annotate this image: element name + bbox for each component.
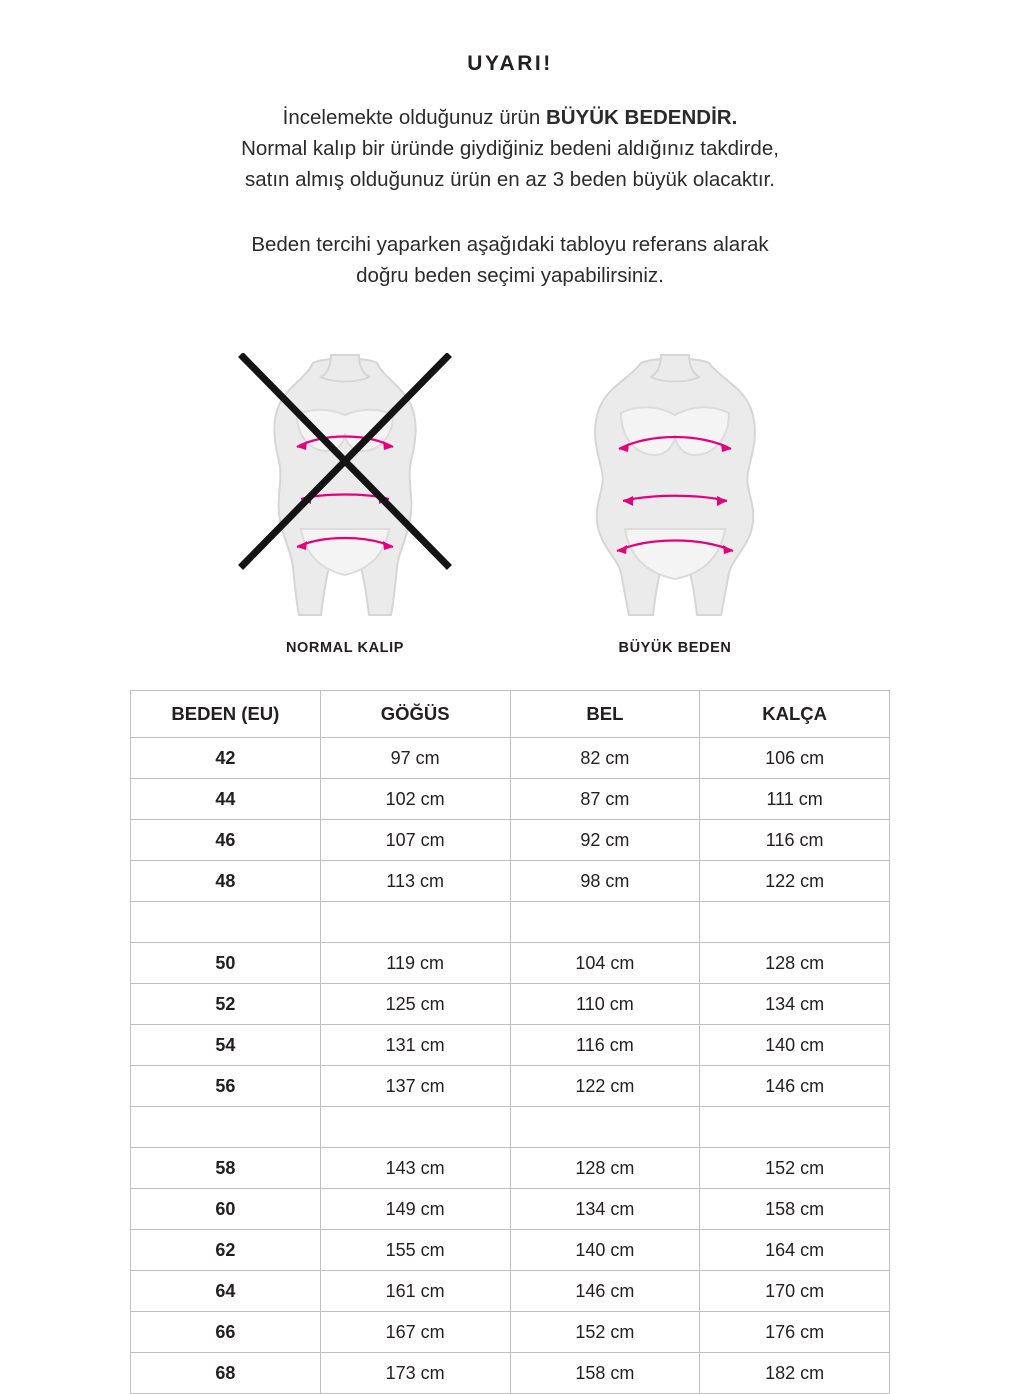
- table-header-row: [131, 691, 890, 738]
- cell-kalca: 128 cm: [700, 943, 890, 984]
- cell-beden: 46: [131, 820, 321, 861]
- cell-gogus: 125 cm: [320, 984, 510, 1025]
- table-header-kalca: KALÇA: [700, 691, 890, 738]
- intro-line-2: Normal kalıp bir üründe giydiğiniz bedeni aldığınız takdirde,: [241, 137, 779, 160]
- cell-beden: 52: [131, 984, 321, 1025]
- table-header-beden: BEDEN (EU): [131, 691, 321, 738]
- cell-kalca: 176 cm: [700, 1312, 890, 1353]
- cell-kalca: 182 cm: [700, 1353, 890, 1394]
- figure-normal-fit: [235, 353, 455, 656]
- table-row: [131, 1230, 890, 1271]
- intro-line-1-emphasis: BÜYÜK BEDENDİR.: [545, 106, 738, 129]
- cell-bel: 92 cm: [510, 820, 700, 861]
- cell-bel: 152 cm: [510, 1312, 700, 1353]
- cell-gogus: 149 cm: [320, 1189, 510, 1230]
- cell-beden: 42: [131, 738, 321, 779]
- cell-kalca: 111 cm: [700, 779, 890, 820]
- cell-kalca: 140 cm: [700, 1025, 890, 1066]
- table-row: [131, 1353, 890, 1394]
- cell-kalca: 146 cm: [700, 1066, 890, 1107]
- intro-line-5: doğru beden seçimi yapabilirsiniz.: [356, 264, 664, 287]
- cell-gogus: 155 cm: [320, 1230, 510, 1271]
- table-row: [131, 1066, 890, 1107]
- cell-bel: 110 cm: [510, 984, 700, 1025]
- cell-gogus: 167 cm: [320, 1312, 510, 1353]
- table-row: [131, 738, 890, 779]
- cell-beden: 66: [131, 1312, 321, 1353]
- cell-bel: 82 cm: [510, 738, 700, 779]
- cell-bel: 104 cm: [510, 943, 700, 984]
- intro-line-3: satın almış olduğunuz ürün en az 3 beden büyük olacaktır.: [245, 168, 775, 191]
- cell-beden: 56: [131, 1066, 321, 1107]
- cell-bel: 140 cm: [510, 1230, 700, 1271]
- cell-kalca: [700, 1107, 890, 1148]
- cell-bel: 122 cm: [510, 1066, 700, 1107]
- cell-gogus: 143 cm: [320, 1148, 510, 1189]
- page-title: UYARI!: [467, 52, 553, 75]
- cell-beden: 50: [131, 943, 321, 984]
- intro-line-1-prefix: İncelemekte olduğunuz ürün: [282, 106, 546, 129]
- figure-plus-size: [565, 353, 785, 656]
- table-row: [131, 1148, 890, 1189]
- cell-beden: [131, 902, 321, 943]
- cell-gogus: [320, 1107, 510, 1148]
- table-spacer-row: [131, 1107, 890, 1148]
- cell-gogus: 107 cm: [320, 820, 510, 861]
- cell-bel: 134 cm: [510, 1189, 700, 1230]
- table-row: [131, 1189, 890, 1230]
- cell-kalca: 152 cm: [700, 1148, 890, 1189]
- size-table: [130, 690, 890, 1394]
- table-header-gogus: GÖĞÜS: [320, 691, 510, 738]
- body-figures: [235, 353, 785, 656]
- cell-beden: 58: [131, 1148, 321, 1189]
- cell-beden: 60: [131, 1189, 321, 1230]
- intro-paragraph: [241, 102, 779, 195]
- cell-bel: 87 cm: [510, 779, 700, 820]
- cell-gogus: 173 cm: [320, 1353, 510, 1394]
- cell-bel: [510, 902, 700, 943]
- cell-bel: 116 cm: [510, 1025, 700, 1066]
- cell-bel: 146 cm: [510, 1271, 700, 1312]
- cell-beden: 64: [131, 1271, 321, 1312]
- cell-bel: 98 cm: [510, 861, 700, 902]
- cell-kalca: 158 cm: [700, 1189, 890, 1230]
- cell-beden: 68: [131, 1353, 321, 1394]
- cell-gogus: 137 cm: [320, 1066, 510, 1107]
- cell-gogus: 161 cm: [320, 1271, 510, 1312]
- table-row: [131, 779, 890, 820]
- table-row: [131, 861, 890, 902]
- cell-beden: 54: [131, 1025, 321, 1066]
- table-header-bel: BEL: [510, 691, 700, 738]
- normal-fit-body-illustration: [235, 353, 455, 618]
- table-row: [131, 820, 890, 861]
- cell-beden: 48: [131, 861, 321, 902]
- cell-beden: 44: [131, 779, 321, 820]
- cell-bel: [510, 1107, 700, 1148]
- table-row: [131, 1271, 890, 1312]
- intro-line-4: Beden tercihi yaparken aşağıdaki tabloyu referans alarak: [251, 233, 769, 256]
- cell-bel: 128 cm: [510, 1148, 700, 1189]
- cell-gogus: 97 cm: [320, 738, 510, 779]
- table-row: [131, 1312, 890, 1353]
- cell-kalca: 106 cm: [700, 738, 890, 779]
- figure-normal-fit-caption: NORMAL KALIP: [285, 640, 405, 656]
- cell-gogus: 102 cm: [320, 779, 510, 820]
- table-row: [131, 1025, 890, 1066]
- cell-beden: 62: [131, 1230, 321, 1271]
- cell-gogus: 119 cm: [320, 943, 510, 984]
- cell-gogus: 131 cm: [320, 1025, 510, 1066]
- cell-kalca: 116 cm: [700, 820, 890, 861]
- intro-paragraph-2: [251, 229, 768, 291]
- cell-gogus: [320, 902, 510, 943]
- cell-kalca: 164 cm: [700, 1230, 890, 1271]
- plus-size-body-illustration: [565, 353, 785, 618]
- cell-beden: [131, 1107, 321, 1148]
- cell-kalca: [700, 902, 890, 943]
- cell-kalca: 170 cm: [700, 1271, 890, 1312]
- table-row: [131, 943, 890, 984]
- table-body: [131, 738, 890, 1394]
- intro-line-1: [241, 102, 779, 133]
- table-row: [131, 984, 890, 1025]
- cell-kalca: 134 cm: [700, 984, 890, 1025]
- cell-gogus: 113 cm: [320, 861, 510, 902]
- cell-bel: 158 cm: [510, 1353, 700, 1394]
- cell-kalca: 122 cm: [700, 861, 890, 902]
- figure-plus-size-caption: BÜYÜK BEDEN: [618, 640, 732, 656]
- table-spacer-row: [131, 902, 890, 943]
